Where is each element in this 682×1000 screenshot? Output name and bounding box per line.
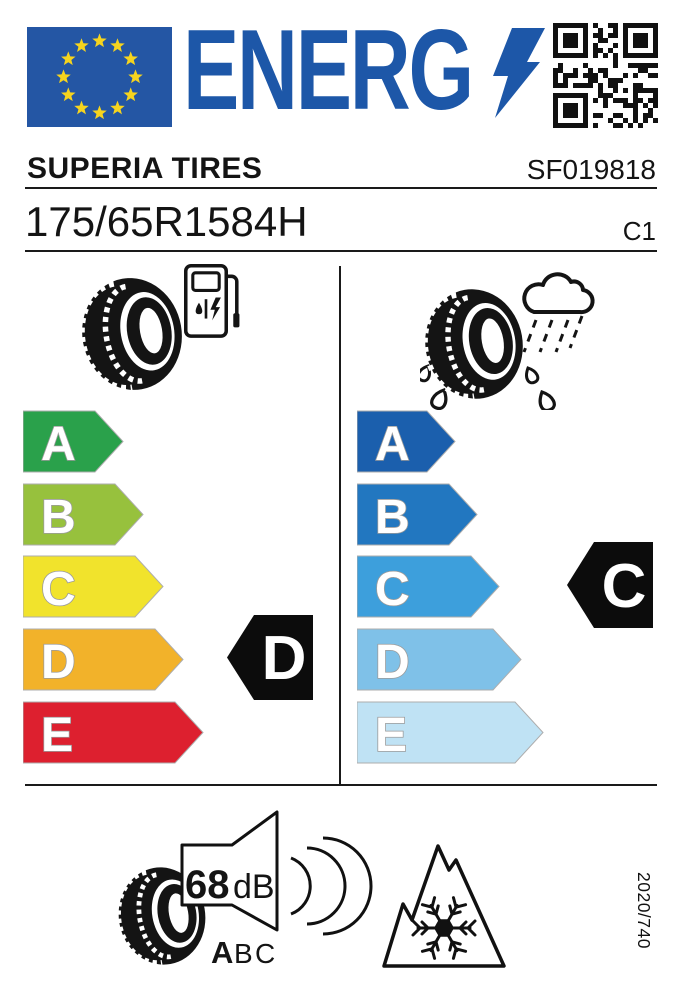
tyre-class: C1	[622, 216, 656, 246]
energy-logo-text: ENERG	[183, 7, 472, 134]
sound-waves-icon	[291, 838, 371, 934]
fuel-class-bar-a	[23, 411, 123, 472]
tyre-size-designation: 175/65R1584H	[25, 198, 308, 245]
class-letter: E	[375, 709, 408, 762]
noise-class-b: B	[234, 938, 254, 969]
fuel-efficiency-rating: D	[261, 624, 307, 693]
supplier-name: SUPERIA TIRES	[27, 152, 263, 185]
wet-class-bar-d	[357, 629, 521, 690]
class-letter: D	[375, 636, 410, 689]
divider-line	[25, 250, 657, 252]
class-letter: E	[41, 709, 74, 762]
fuel-class-bar-d	[23, 629, 183, 690]
fuel-class-bar-b	[23, 484, 143, 545]
wet-class-bar-b	[357, 484, 477, 545]
lightning-bolt-icon	[489, 28, 545, 118]
class-letter: A	[41, 418, 76, 471]
wet-class-bar-a	[357, 411, 455, 472]
column-divider	[339, 266, 341, 784]
wet-grip-rating: C	[601, 552, 647, 621]
qr-code	[552, 22, 658, 128]
tire-fuel-pump-icon	[80, 260, 260, 408]
noise-unit: dB	[233, 868, 275, 906]
fuel-class-bar-e	[23, 702, 203, 763]
fuel-class-bar-c	[23, 556, 163, 617]
alpine-snowflake-icon	[378, 828, 563, 983]
class-letter: B	[375, 491, 410, 544]
fuel-efficiency-scale	[23, 408, 225, 766]
regulation-number: 2020/740	[634, 872, 654, 949]
wet-class-bar-e	[357, 702, 543, 763]
class-letter: A	[375, 418, 410, 471]
class-letter: D	[41, 636, 76, 689]
eu-flag	[27, 27, 172, 127]
divider-line	[25, 784, 657, 786]
noise-value: 68	[185, 863, 230, 907]
fuel-efficiency-rating-arrow	[227, 615, 313, 700]
type-identifier: SF019818	[526, 154, 656, 185]
wet-class-bar-c	[357, 556, 499, 617]
tire-noise-speaker-icon	[105, 800, 375, 990]
tire-rain-cloud-icon	[420, 258, 615, 410]
wet-grip-rating-arrow	[567, 542, 653, 628]
noise-class-c: C	[255, 938, 277, 969]
class-letter: C	[375, 563, 410, 616]
noise-class-a: A	[211, 935, 234, 970]
class-letter: B	[41, 491, 76, 544]
class-letter: C	[41, 563, 76, 616]
wet-grip-scale	[357, 408, 559, 766]
divider-line	[25, 187, 657, 189]
